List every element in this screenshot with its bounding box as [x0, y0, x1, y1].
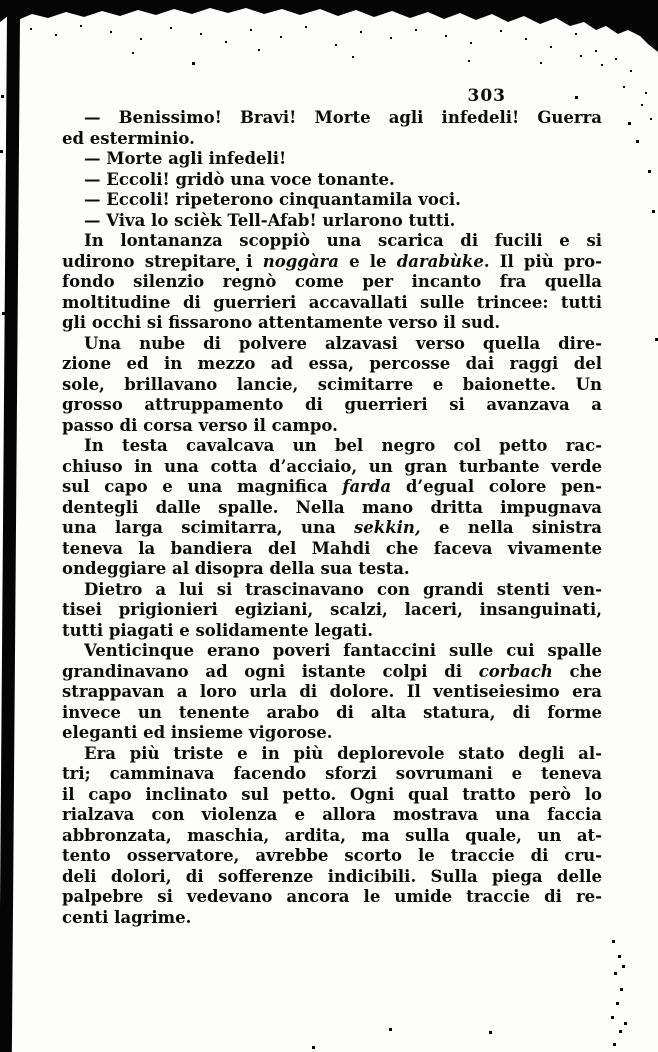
text-line: sul capo e una magnifica farda d’egual colore pen-: [62, 477, 602, 496]
text-line: zione ed in mezzo ad essa, percosse dai raggi del: [62, 354, 602, 373]
text-line: tento osservatore, avrebbe scorto le traccie di cru-: [62, 846, 602, 865]
scan-speckles-large: [0, 0, 3, 3]
text-line: In lontananza scoppiò una scarica di fucili e si: [84, 231, 602, 250]
text-line: — Benissimo! Bravi! Morte agli infedeli! Guerra: [84, 108, 602, 127]
text-line: invece un tenente arabo di alta statura, di forme: [62, 702, 602, 722]
text-line: ed esterminio.: [62, 128, 195, 148]
text-line: Dietro a lui si trascinavano con grandi stenti ven-: [84, 579, 602, 599]
text-lines: [62, 108, 602, 928]
text-line: il capo inclinato sul petto. Ogni qual tratto però lo: [62, 784, 602, 804]
text-line: udirono strepitare i noggàra e le darabùke. Il più pro-: [62, 251, 602, 271]
text-line: teneva la bandiera del Mahdi che faceva vivamente: [62, 538, 602, 558]
text-line: dentegli dalle spalle. Nella mano dritta impugnava: [62, 497, 602, 517]
text-line: — Eccoli! ripeterono cinquantamila voci.: [84, 190, 461, 209]
page-number: 303: [467, 86, 506, 106]
text-line: gli occhi si fissarono attentamente verso il sud.: [62, 313, 501, 332]
text-line: ondeggiare al disopra della sua testa.: [62, 559, 410, 578]
text-line: strappavan a loro urla di dolore. Il ventiseiesimo era: [62, 682, 602, 701]
text-line: chiuso in una cotta d’acciaio, un gran turbante verde: [62, 456, 602, 476]
text-line: tutti piagati e solidamente legati.: [62, 620, 373, 640]
text-line: Una nube di polvere alzavasi verso quella dire-: [84, 333, 602, 353]
scan-gutter-bar: [0, 0, 20, 1052]
text-line: tri; camminava facendo sforzi sovrumani e teneva: [62, 764, 602, 783]
text-line: grosso attruppamento di guerrieri si avanzava a: [62, 395, 602, 414]
text-line: deli dolori, di sofferenze indicibili. Sulla piega delle: [62, 866, 602, 886]
text-line: palpebre si vedevano ancora le umide traccie di re-: [62, 887, 602, 906]
text-line: rialzava con violenza e allora mostrava una faccia: [62, 805, 602, 824]
text-line: centi lagrime.: [62, 907, 192, 927]
text-line: Era più triste e in più deplorevole stato degli al-: [84, 743, 602, 763]
text-line: — Morte agli infedeli!: [84, 149, 287, 168]
text-line: una larga scimitarra, una sekkin, e nella sinistra: [62, 518, 602, 537]
text-line: In testa cavalcava un bel negro col petto rac-: [84, 436, 602, 455]
text-line: fondo silenzio regnò come per incanto fra quella: [62, 272, 602, 291]
text-line: passo di corsa verso il campo.: [62, 415, 338, 435]
text-line: grandinavano ad ogni istante colpi di corbach che: [62, 661, 602, 681]
text-line: eleganti ed insieme vigorose.: [62, 723, 333, 742]
text-line: Venticinque erano poveri fantaccini sulle cui spalle: [84, 641, 602, 660]
text-line: abbronzata, maschia, ardita, ma sulla quale, un at-: [62, 825, 602, 845]
text-line: tisei prigionieri egiziani, scalzi, laceri, insanguinati,: [62, 600, 602, 619]
text-line: moltitudine di guerrieri accavallati sulle trincee: tutti: [62, 292, 602, 312]
text-line: — Viva lo scièk Tell-Afab! urlarono tutti.: [84, 210, 456, 230]
text-line: sole, brillavano lancie, scimitarre e baionette. Un: [62, 374, 602, 394]
text-line: — Eccoli! gridò una voce tonante.: [84, 169, 395, 189]
